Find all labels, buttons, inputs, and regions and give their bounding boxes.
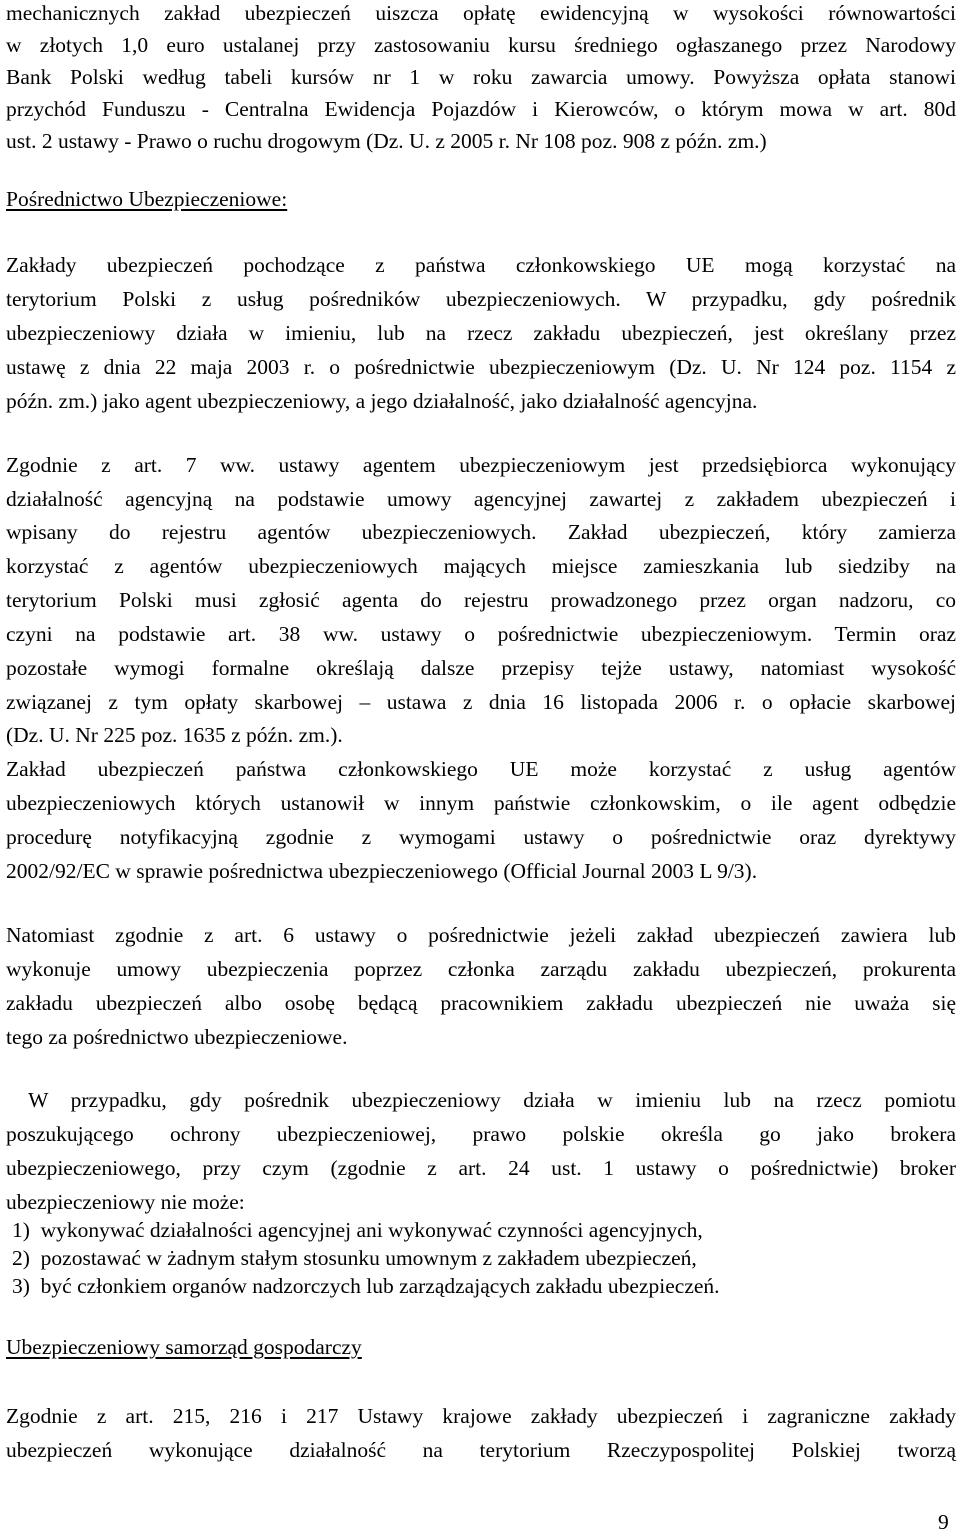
text-line: Zgodnie z art. 7 ww. ustawy agentem ubezpieczeniowym jest przedsiębiorca wykonujący xyxy=(6,453,956,477)
text-line: Natomiast zgodnie z art. 6 ustawy o pośrednictwie jeżeli zakład ubezpieczeń zawiera lub xyxy=(6,923,956,947)
text-line: mechanicznych zakład ubezpieczeń uiszcza opłatę ewidencyjną w wysokości równowartości xyxy=(6,1,956,25)
text-line: terytorium Polski z usług pośredników ubezpieczeniowych. W przypadku, gdy pośrednik xyxy=(6,287,956,311)
text-line: związanej z tym opłaty skarbowej – ustawa z dnia 16 listopada 2006 r. o opłacie skarbowej xyxy=(6,690,956,714)
text-line: terytorium Polski musi zgłosić agenta do rejestru prowadzonego przez organ nadzoru, co xyxy=(6,588,956,612)
text-line: ubezpieczeniowego, przy czym (zgodnie z art. 24 ust. 1 ustawy o pośrednictwie) broker xyxy=(6,1156,956,1180)
list-item: 2) pozostawać w żadnym stałym stosunku umownym z zakładem ubezpieczeń, xyxy=(12,1246,697,1270)
list-item: 3) być członkiem organów nadzorczych lub zarządzających zakładu ubezpieczeń. xyxy=(12,1274,720,1298)
text-line: Zakłady ubezpieczeń pochodzące z państwa członkowskiego UE mogą korzystać na xyxy=(6,253,956,277)
text-line: ubezpieczeń wykonujące działalność na terytorium Rzeczypospolitej Polskiej tworzą xyxy=(6,1438,956,1462)
text-line: Zakład ubezpieczeń państwa członkowskiego UE może korzystać z usług agentów xyxy=(6,757,956,781)
text-line: procedurę notyfikacyjną zgodnie z wymogami ustawy o pośrednictwie oraz dyrektywy xyxy=(6,825,956,849)
section-heading-self-government: Ubezpieczeniowy samorząd gospodarczy xyxy=(6,1335,362,1359)
text-line: późn. zm.) jako agent ubezpieczeniowy, a jego działalność, jako działalność agencyjna. xyxy=(6,389,758,413)
text-line: korzystać z agentów ubezpieczeniowych mających miejsce zamieszkania lub siedziby na xyxy=(6,554,956,578)
text-line: wpisany do rejestru agentów ubezpieczeniowych. Zakład ubezpieczeń, który zamierza xyxy=(6,520,956,544)
text-line: ustawę z dnia 22 maja 2003 r. o pośrednictwie ubezpieczeniowym (Dz. U. Nr 124 poz. 1154 z xyxy=(6,355,956,379)
text-line: poszukującego ochrony ubezpieczeniowej, prawo polskie określa go jako brokera xyxy=(6,1122,956,1146)
text-line: działalność agencyjną na podstawie umowy agencyjnej zawartej z zakładem ubezpieczeń i xyxy=(6,487,956,511)
list-item: 1) wykonywać działalności agencyjnej ani wykonywać czynności agencyjnych, xyxy=(12,1218,703,1242)
text-line: pozostałe wymogi formalne określają dalsze przepisy tejże ustawy, natomiast wysokość xyxy=(6,656,956,680)
text-line: tego za pośrednictwo ubezpieczeniowe. xyxy=(6,1025,348,1049)
text-line: ust. 2 ustawy - Prawo o ruchu drogowym (Dz. U. z 2005 r. Nr 108 poz. 908 z późn. zm.) xyxy=(6,129,767,153)
text-line: Bank Polski według tabeli kursów nr 1 w roku zawarcia umowy. Powyższa opłata stanowi xyxy=(6,65,956,89)
text-line: w złotych 1,0 euro ustalanej przy zastosowaniu kursu średniego ogłaszanego przez Narodowy xyxy=(6,33,956,57)
text-line: 2002/92/EC w sprawie pośrednictwa ubezpieczeniowego (Official Journal 2003 L 9/3). xyxy=(6,859,758,883)
section-heading-intermediation: Pośrednictwo Ubezpieczeniowe: xyxy=(6,187,288,211)
text-line: (Dz. U. Nr 225 poz. 1635 z późn. zm.). xyxy=(6,723,343,747)
text-line: ubezpieczeniowy nie może: xyxy=(6,1190,245,1214)
text-line: czyni na podstawie art. 38 ww. ustawy o pośrednictwie ubezpieczeniowym. Termin oraz xyxy=(6,622,956,646)
text-line: zakładu ubezpieczeń albo osobę będącą pracownikiem zakładu ubezpieczeń nie uważa się xyxy=(6,991,956,1015)
text-line: wykonuje umowy ubezpieczenia poprzez członka zarządu zakładu ubezpieczeń, prokurenta xyxy=(6,957,956,981)
text-line: ubezpieczeniowych których ustanowił w innym państwie członkowskim, o ile agent odbędzie xyxy=(6,791,956,815)
text-line: W przypadku, gdy pośrednik ubezpieczeniowy działa w imieniu lub na rzecz pomiotu xyxy=(6,1088,956,1112)
page-number: 9 xyxy=(938,1510,949,1534)
text-line: Zgodnie z art. 215, 216 i 217 Ustawy krajowe zakłady ubezpieczeń i zagraniczne zakłady xyxy=(6,1404,956,1428)
text-line: ubezpieczeniowy działa w imieniu, lub na rzecz zakładu ubezpieczeń, jest określany przez xyxy=(6,321,956,345)
text-line: przychód Funduszu - Centralna Ewidencja Pojazdów i Kierowców, o którym mowa w art. 80d xyxy=(6,97,956,121)
